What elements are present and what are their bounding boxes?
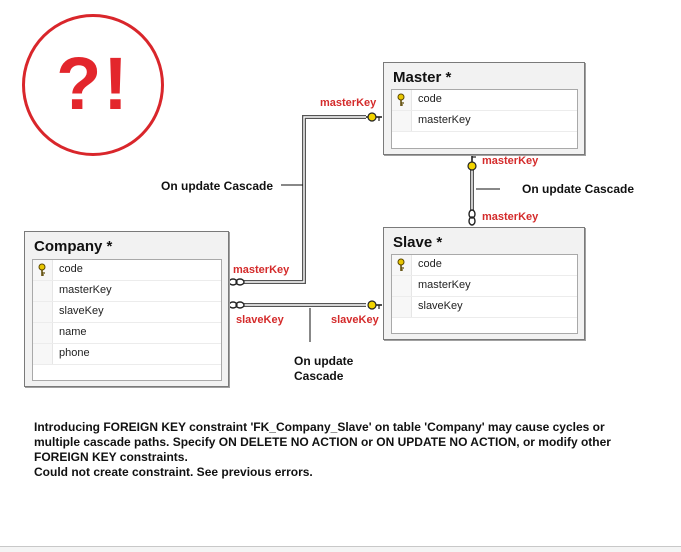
infinity-endpoint-icon (229, 279, 244, 285)
column-name: code (59, 263, 83, 275)
row-selector[interactable] (33, 323, 53, 343)
relationship-label: slaveKey (331, 314, 379, 326)
column-row[interactable] (392, 297, 577, 318)
column-name: code (418, 93, 442, 105)
infinity-endpoint-icon (229, 302, 244, 308)
row-selector[interactable] (33, 260, 53, 280)
error-message-line: Introducing FOREIGN KEY constraint 'FK_Company_Slave' on table 'Company' may cause cycles or (34, 420, 605, 434)
table-company[interactable] (24, 231, 229, 387)
infinity-endpoint-icon (469, 210, 475, 225)
table-title: Company * (34, 238, 113, 255)
row-selector[interactable] (392, 297, 412, 317)
column-name: phone (59, 347, 90, 359)
key-endpoint-icon (368, 301, 382, 309)
key-icon (395, 93, 407, 107)
cascade-note: On update Cascade (522, 182, 635, 196)
column-name: masterKey (59, 284, 112, 296)
bottom-scrollbar[interactable] (0, 546, 681, 552)
key-endpoint-icon (468, 154, 476, 170)
column-grid (391, 254, 578, 334)
cascade-note: On update Cascade (161, 179, 274, 193)
column-row[interactable] (33, 323, 221, 344)
row-selector[interactable] (33, 302, 53, 322)
column-grid (32, 259, 222, 381)
error-message (34, 420, 654, 480)
cascade-note-line: On update (294, 354, 354, 368)
column-grid (391, 89, 578, 149)
relationship-label: masterKey (233, 264, 290, 276)
relationship-label: masterKey (482, 211, 539, 223)
column-name: masterKey (418, 114, 471, 126)
row-selector[interactable] (392, 111, 412, 131)
company-master-relationship-line[interactable] (244, 117, 366, 282)
column-row[interactable] (33, 302, 221, 323)
column-row[interactable] (392, 276, 577, 297)
table-title: Slave * (393, 234, 443, 251)
column-row[interactable] (33, 281, 221, 302)
key-icon (395, 258, 407, 272)
error-message-line: FOREIGN KEY constraints. (34, 450, 188, 464)
row-selector[interactable] (33, 344, 53, 364)
table-title: Master * (393, 69, 452, 86)
column-name: slaveKey (418, 300, 463, 312)
warning-logo (22, 14, 164, 156)
column-row[interactable] (33, 260, 221, 281)
error-message-line: Could not create constraint. See previous errors. (34, 465, 313, 479)
key-endpoint-icon (366, 113, 382, 121)
cascade-note (294, 354, 353, 384)
row-selector[interactable] (392, 90, 412, 110)
column-name: masterKey (418, 279, 471, 291)
row-selector[interactable] (392, 276, 412, 296)
logo-text: ?! (56, 42, 130, 125)
row-selector[interactable] (392, 255, 412, 275)
key-icon (36, 263, 48, 277)
column-row[interactable] (392, 255, 577, 276)
column-row[interactable] (392, 111, 577, 132)
column-row[interactable] (392, 90, 577, 111)
row-selector[interactable] (33, 281, 53, 301)
cascade-note-line: Cascade (294, 369, 344, 383)
table-master[interactable] (383, 62, 585, 155)
table-slave[interactable] (383, 227, 585, 340)
column-name: slaveKey (59, 305, 104, 317)
relationship-label: masterKey (320, 97, 377, 109)
error-message-line: multiple cascade paths. Specify ON DELETE NO ACTION or ON UPDATE NO ACTION, or modify other (34, 435, 611, 449)
relationship-label: slaveKey (236, 314, 284, 326)
column-row[interactable] (33, 344, 221, 365)
column-name: code (418, 258, 442, 270)
relationship-label: masterKey (482, 155, 539, 167)
column-name: name (59, 326, 87, 338)
